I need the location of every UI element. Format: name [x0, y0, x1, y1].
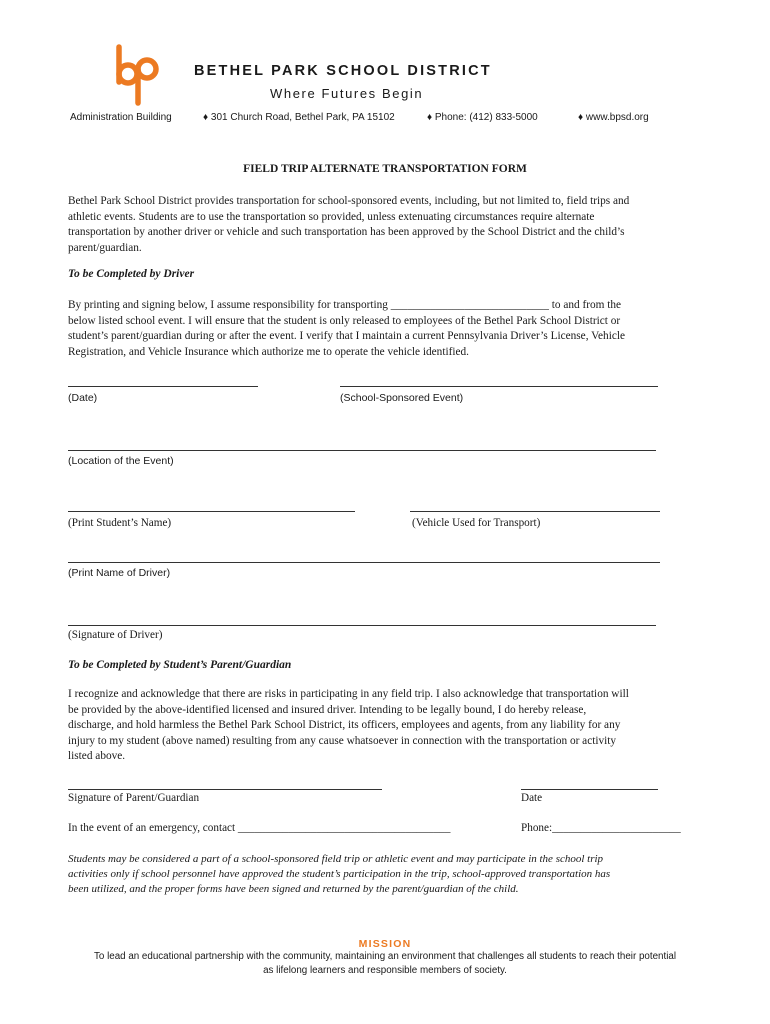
location-label: (Location of the Event): [68, 455, 174, 467]
driver-line: By printing and signing below, I assume responsibility for transporting ____________________________ to and from the: [68, 299, 622, 311]
district-logo: [112, 44, 164, 108]
intro-paragraph: [68, 194, 708, 256]
bp-logo-icon: [112, 44, 164, 108]
phone-field[interactable]: Phone:_______________________: [521, 822, 681, 834]
parent-line: discharge, and hold harmless the Bethel Park School District, its officers, employees and agents, from any liability for any: [68, 719, 621, 731]
parent-line: listed above.: [68, 750, 126, 762]
intro-line: Bethel Park School District provides transportation for school-sponsored events, including, but not limited to, field trips and: [68, 195, 630, 207]
location-field[interactable]: [68, 450, 656, 451]
driver-section-heading: To be Completed by Driver: [68, 268, 195, 280]
district-name: BETHEL PARK SCHOOL DISTRICT: [194, 63, 492, 79]
driver-line: below listed school event. I will ensure that the student is only released to employees of the Bethel Park School District or: [68, 314, 621, 327]
driver-line: student’s parent/guardian during or after the event. I verify that I maintain a current Pennsylvania Driver’s License, Vehicle: [68, 330, 626, 342]
vehicle-label: (Vehicle Used for Transport): [412, 517, 541, 529]
student-name-field[interactable]: [68, 511, 355, 512]
mission-line: To lead an educational partnership with the community, maintaining an environment that challenges all students to reach their potential: [94, 951, 676, 962]
address-street: ♦ 301 Church Road, Bethel Park, PA 15102: [203, 112, 395, 123]
address-website: ♦ www.bpsd.org: [578, 112, 649, 123]
student-name-label: (Print Student’s Name): [68, 517, 172, 529]
school-event-field[interactable]: [340, 386, 658, 387]
mission-line: as lifelong learners and responsible members of society.: [263, 965, 507, 976]
note-line: Students may be considered a part of a school-sponsored field trip or athletic event and may participate in the school trip: [68, 853, 604, 865]
school-event-label: (School-Sponsored Event): [340, 392, 464, 404]
date-field[interactable]: [68, 386, 258, 387]
driver-name-field[interactable]: [68, 562, 660, 563]
note-line: been utilized, and the proper forms have been signed and returned by the parent/guardian of the child.: [68, 883, 519, 895]
address-phone: ♦ Phone: (412) 833-5000: [427, 112, 538, 123]
emergency-contact-field[interactable]: In the event of an emergency, contact ______________________________________: [68, 822, 451, 834]
intro-line: parent/guardian.: [68, 241, 142, 254]
parent-signature-label: Signature of Parent/Guardian: [68, 792, 200, 804]
vehicle-field[interactable]: [410, 511, 660, 512]
parent-line: I recognize and acknowledge that there are risks in participating in any field trip. I also acknowledge that transportation will: [68, 688, 629, 700]
mission-title: MISSION: [358, 938, 412, 950]
parent-line: injury to my student (above named) resulting from any cause whatsoever in connection with the transportation or activity: [68, 734, 617, 747]
parent-signature-field[interactable]: [68, 789, 382, 790]
intro-line: transportation by another driver or vehicle and such transportation has been approved by the School District and the child’s: [68, 226, 625, 238]
address-building: Administration Building: [70, 112, 172, 123]
driver-paragraph: [68, 298, 708, 360]
date-label: (Date): [68, 392, 98, 404]
form-title: FIELD TRIP ALTERNATE TRANSPORTATION FORM: [243, 163, 527, 175]
parent-line: be provided by the above-identified licensed and insured driver. Intending to be legally bound, I do hereby release,: [68, 703, 587, 716]
parent-paragraph: [68, 687, 708, 765]
driver-signature-label: (Signature of Driver): [68, 629, 163, 641]
driver-name-label: (Print Name of Driver): [68, 567, 171, 579]
intro-line: athletic events. Students are to use the transportation so provided, unless extenuating circumstances require alternate: [68, 210, 595, 223]
driver-signature-field[interactable]: [68, 625, 656, 626]
parent-section-heading: To be Completed by Student’s Parent/Guardian: [68, 659, 292, 671]
note-line: activities only if school personnel have approved the student’s participation in the trip, school-approved transportation has: [68, 868, 611, 880]
note-paragraph: [68, 852, 708, 897]
tagline: Where Futures Begin: [270, 86, 424, 101]
parent-date-field[interactable]: [521, 789, 658, 790]
parent-date-label: Date: [521, 792, 543, 804]
driver-line: Registration, and Vehicle Insurance which authorize me to operate the vehicle identified.: [68, 345, 469, 358]
